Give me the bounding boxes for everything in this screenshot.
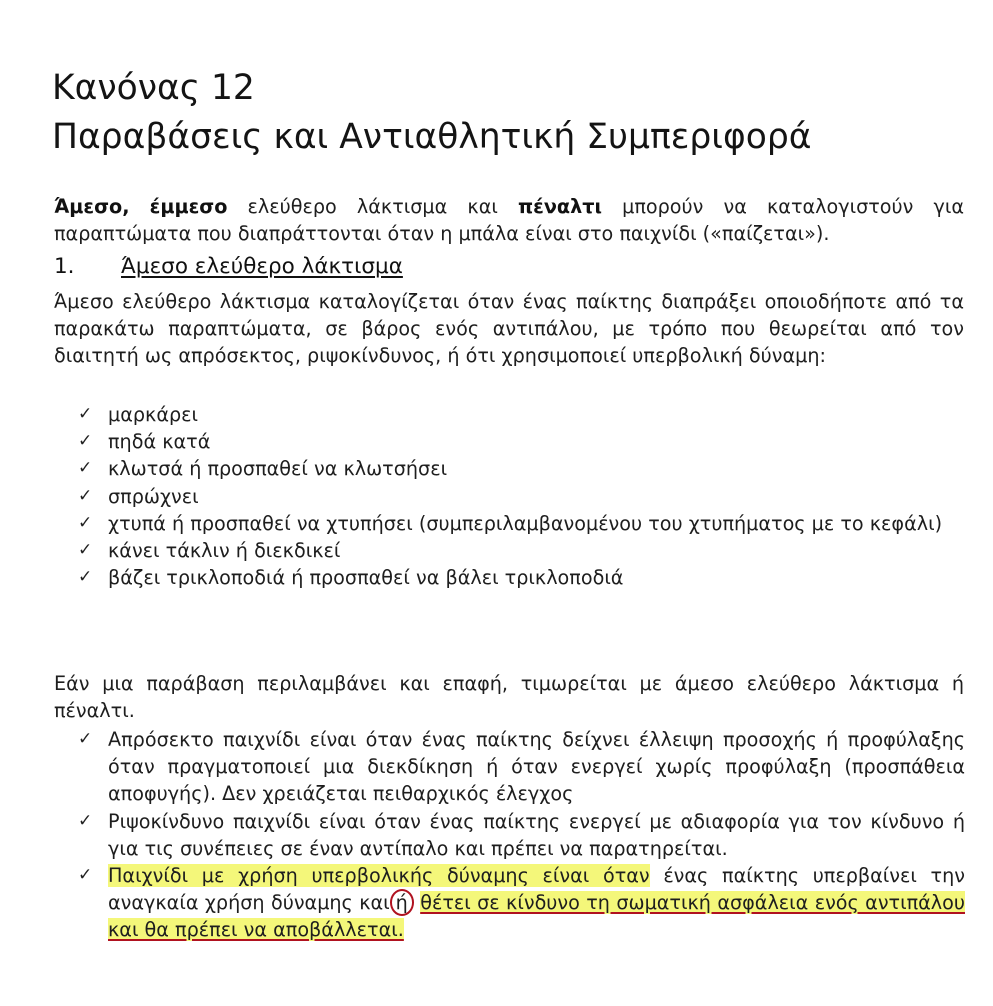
comma: , [122, 195, 130, 218]
section-title: Άμεσο ελεύθερο λάκτισμα [121, 254, 403, 279]
list-item: ✓ Απρόσεκτο παιχνίδι είναι όταν ένας παίκτης δείχνει έλλειψη προσοχής ή προφύλαξης όταν πραγματοποιεί μια διεκδίκηση ή όταν ενεργεί χωρίς προφύλαξη (προσπάθεια αποφυγής). Δεν χρειάζεται πειθαρχικός έλεγχος [78, 728, 965, 806]
section-number: 1. [54, 254, 75, 279]
contact-paragraph: Εάν μια παράβαση περιλαμβάνει και επαφή, τιμωρείται με άμεσο ελεύθερο λάκτισμα ή πέναλτι. [54, 672, 964, 723]
list-item: ✓ πηδά κατά [78, 428, 965, 455]
list-item [78, 862, 965, 944]
check-icon: ✓ [78, 540, 93, 561]
excessive-text: ένας παίκτης υπερβαίνει την αναγκαία χρήση δύναμης και [108, 864, 965, 915]
intro-text-2: μπορούν να καταλογιστούν για παραπτώματα που διαπράττονται όταν η μπάλα είναι στο παιχνίδι («παίζεται»). [54, 195, 964, 246]
intro-text-1: ελεύθερο λάκτισμα και [247, 195, 498, 218]
list-item: ✓ κλωτσά ή προσπαθεί να κλωτσήσει [78, 455, 965, 482]
section-heading [54, 252, 403, 282]
check-icon: ✓ [78, 404, 93, 424]
list-item: ✓ χτυπά ή προσπαθεί να χτυπήσει (συμπεριλαμβανομένου του χτυπήματος με το κεφάλι) [78, 510, 965, 537]
definitions-list [78, 726, 965, 944]
circled-word: ή [390, 889, 414, 916]
check-icon: ✓ [78, 810, 93, 831]
check-icon: ✓ [78, 729, 93, 749]
list-item: ✓ μαρκάρει [78, 401, 965, 428]
check-icon: ✓ [78, 865, 93, 886]
rule-paragraph: Άμεσο ελεύθερο λάκτισμα καταλογίζεται όταν ένας παίκτης διαπράξει οποιοδήποτε από τα παρακάτω παραπτώματα, σε βάρος ενός αντιπάλου, με τρόπο που θεωρείται από τον διαιτητή ως απρόσεκτος, ριψοκίνδυνος, ή ότι χρησιμοποιεί υπερβολική δύναμη: [54, 290, 964, 368]
list-item: ✓ βάζει τρικλοποδιά ή προσπαθεί να βάλει τρικλοποδιά [78, 564, 965, 591]
check-icon: ✓ [78, 458, 93, 479]
underlined-highlighted-text: θέτει σε κίνδυνο τη σωματική ασφάλεια ενός αντιπάλου και θα πρέπει να αποβάλλεται. [108, 891, 965, 942]
offences-list [78, 401, 965, 591]
list-item: ✓ κάνει τάκλιν ή διεκδικεί [78, 537, 965, 564]
check-icon: ✓ [78, 567, 93, 588]
penalty-term: πέναλτι [518, 195, 602, 218]
intro-paragraph [54, 193, 964, 247]
check-icon: ✓ [78, 485, 93, 506]
list-item: ✓ σπρώχνει [78, 483, 965, 510]
rule-subject-title: Παραβάσεις και Αντιαθλητική Συμπεριφορά [52, 117, 812, 157]
highlighted-text: Παιχνίδι με χρήση υπερβολικής δύναμης είναι όταν [108, 864, 650, 888]
rule-number-title: Κανόνας 12 [52, 68, 255, 108]
check-icon: ✓ [78, 431, 93, 452]
direct-term: Άμεσο [54, 195, 123, 218]
check-icon: ✓ [78, 512, 93, 533]
list-item: ✓ Ριψοκίνδυνο παιχνίδι είναι όταν ένας παίκτης ενεργεί με αδιαφορία για τον κίνδυνο ή για τις συνέπειες σε έναν αντίπαλο και πρέπει να παρατηρείται. [78, 809, 965, 860]
indirect-term: έμμεσο [149, 195, 228, 218]
